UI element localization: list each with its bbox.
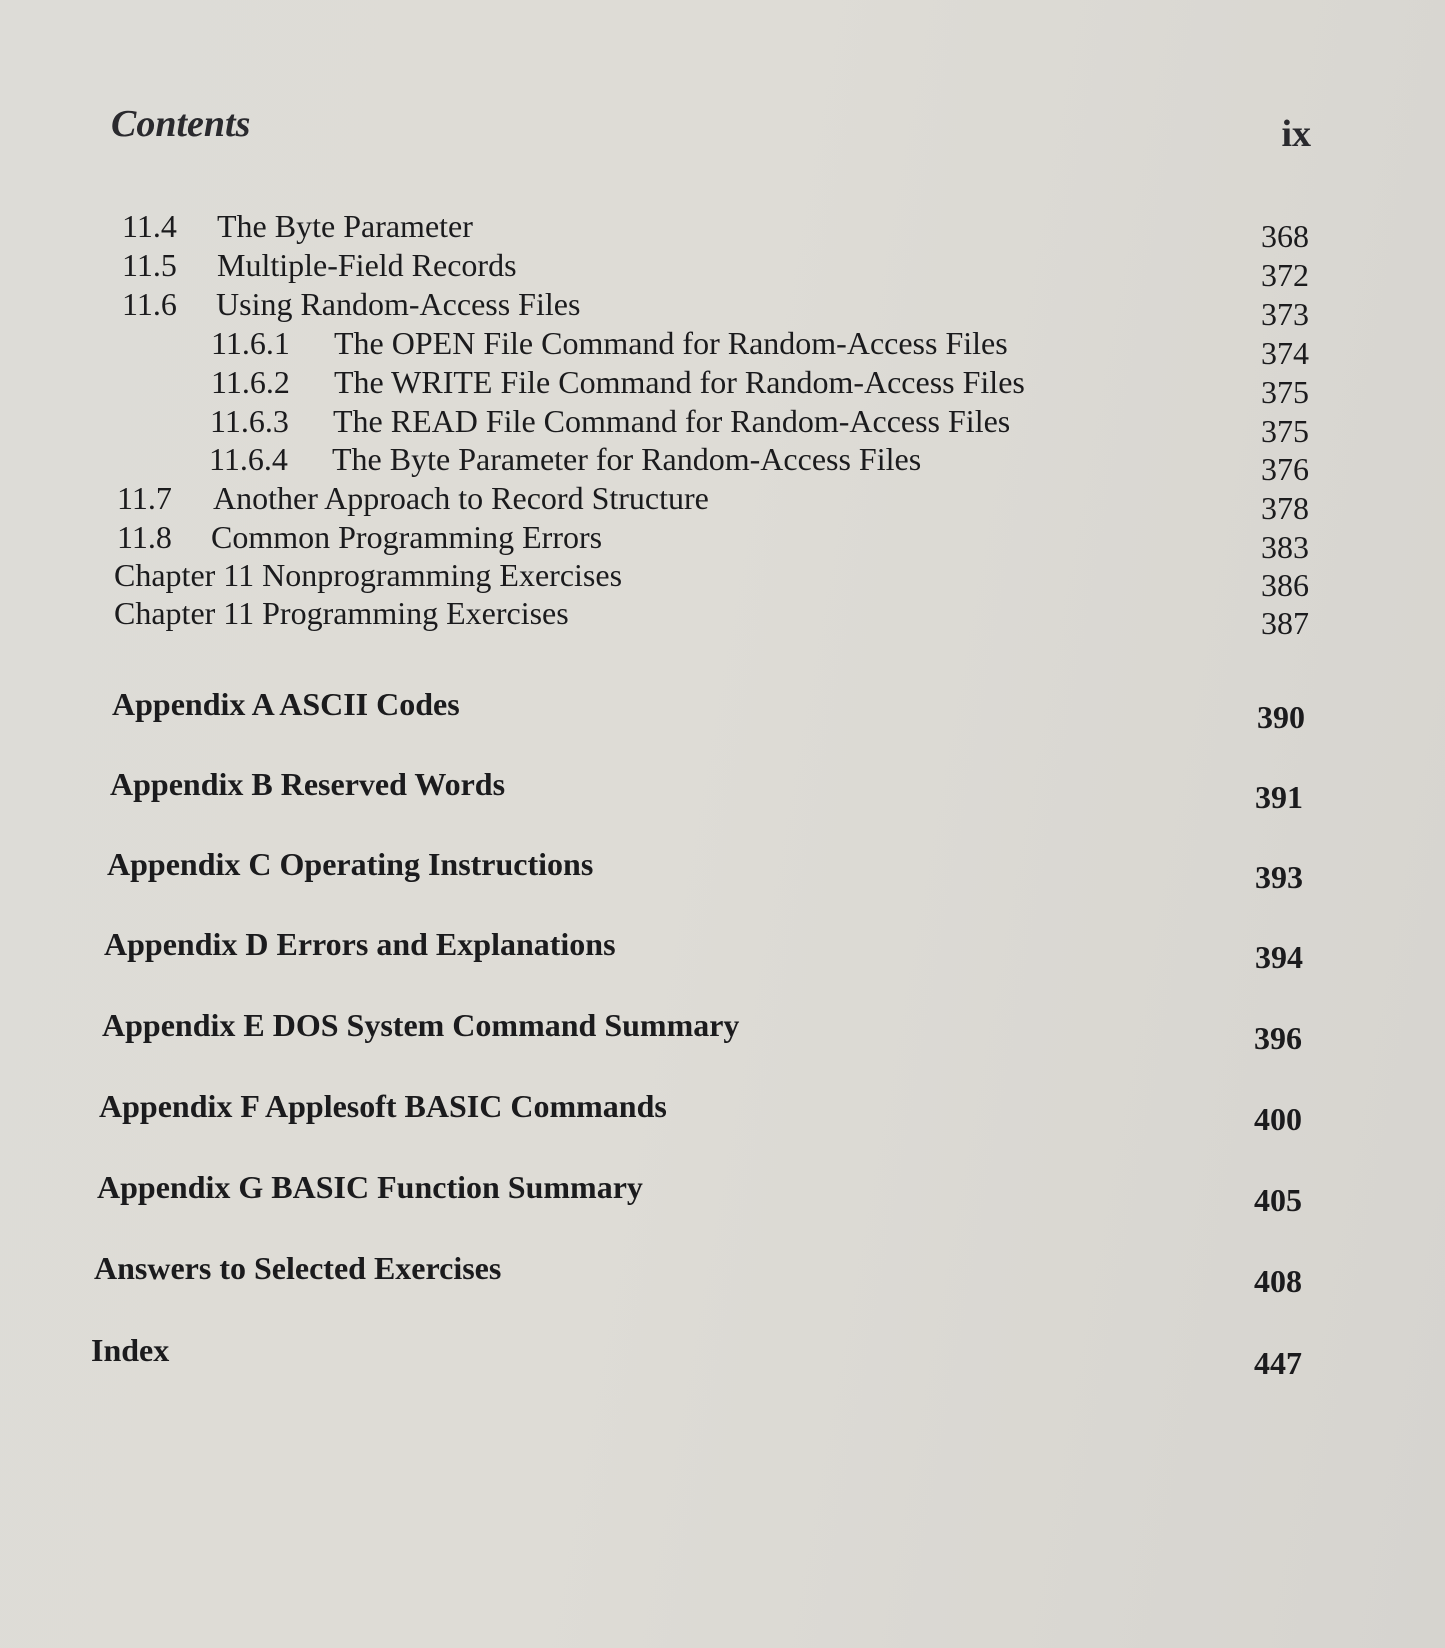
toc-entry (0, 595, 1445, 641)
toc-appendix (0, 766, 1445, 815)
page-ref: 375 (1261, 413, 1309, 449)
appendix-title: Appendix E DOS System Command Summary (102, 1007, 740, 1043)
appendix-title: Appendix G BASIC Function Summary (97, 1169, 643, 1205)
page-ref: 368 (1261, 218, 1309, 254)
appendix-title: Appendix D Errors and Explanations (104, 926, 616, 962)
page-ref: 405 (1254, 1182, 1302, 1218)
toc-appendix (0, 1169, 1445, 1218)
section-title: The OPEN File Command for Random-Access Files (334, 325, 1008, 361)
page-number: ix (1281, 113, 1311, 155)
section-number: 11.8 (117, 519, 172, 555)
page-ref: 391 (1255, 779, 1303, 815)
toc-entry (0, 441, 1445, 487)
section-number: 11.7 (117, 480, 172, 516)
section-title: The Byte Parameter (217, 208, 473, 244)
section-number: 11.5 (122, 247, 177, 283)
toc-appendix (0, 1332, 1445, 1381)
page-ref: 390 (1257, 699, 1305, 735)
section-title: Multiple-Field Records (217, 247, 517, 283)
exercise-title: Chapter 11 Nonprogramming Exercises (114, 557, 623, 593)
page-ref: 396 (1254, 1020, 1302, 1056)
exercise-title: Chapter 11 Programming Exercises (114, 595, 569, 631)
page-ref: 387 (1261, 605, 1309, 641)
page-ref: 394 (1255, 939, 1303, 975)
page-ref: 378 (1261, 490, 1309, 526)
section-title: The READ File Command for Random-Access Files (333, 403, 1011, 439)
section-title: Another Approach to Record Structure (213, 480, 709, 516)
running-head: Contents (111, 103, 251, 145)
section-title: The Byte Parameter for Random-Access Files (332, 441, 922, 477)
toc-appendix (0, 1007, 1445, 1056)
page-ref: 372 (1261, 257, 1309, 293)
toc-entry (0, 364, 1445, 410)
section-number: 11.6.1 (211, 325, 290, 361)
toc-appendix (0, 846, 1445, 895)
toc-appendix (0, 1088, 1445, 1137)
section-title: The WRITE File Command for Random-Access Files (334, 364, 1025, 400)
toc-appendix (0, 926, 1445, 975)
section-title: Common Programming Errors (211, 519, 603, 555)
toc-entry (0, 519, 1445, 565)
toc-entry (0, 480, 1445, 526)
section-number: 11.6.4 (209, 441, 288, 477)
toc-entry (0, 247, 1445, 293)
page-ref: 383 (1261, 529, 1309, 565)
toc-entry (0, 557, 1445, 603)
appendix-title: Appendix F Applesoft BASIC Commands (99, 1088, 667, 1124)
page-ref: 373 (1261, 296, 1309, 332)
page-ref: 447 (1254, 1345, 1302, 1381)
appendix-title: Appendix B Reserved Words (110, 766, 506, 802)
toc-entry (0, 403, 1445, 449)
toc-entry (0, 208, 1445, 254)
page-ref: 376 (1261, 451, 1309, 487)
page-ref: 400 (1254, 1101, 1302, 1137)
page-ref: 374 (1261, 335, 1309, 371)
page-ref: 408 (1254, 1263, 1302, 1299)
section-number: 11.4 (122, 208, 177, 244)
toc-entry (0, 286, 1445, 332)
section-title: Using Random-Access Files (216, 286, 581, 322)
appendix-title: Index (91, 1332, 170, 1368)
appendix-title: Appendix A ASCII Codes (112, 686, 460, 722)
appendix-title: Answers to Selected Exercises (94, 1250, 502, 1286)
toc-entry (0, 325, 1445, 371)
page-ref: 386 (1261, 567, 1309, 603)
toc-appendix (0, 1250, 1445, 1299)
section-number: 11.6.3 (210, 403, 289, 439)
toc-appendix (0, 686, 1445, 735)
page-ref: 375 (1261, 374, 1309, 410)
page-ref: 393 (1255, 859, 1303, 895)
section-number: 11.6.2 (211, 364, 290, 400)
section-number: 11.6 (122, 286, 177, 322)
appendix-title: Appendix C Operating Instructions (107, 846, 594, 882)
